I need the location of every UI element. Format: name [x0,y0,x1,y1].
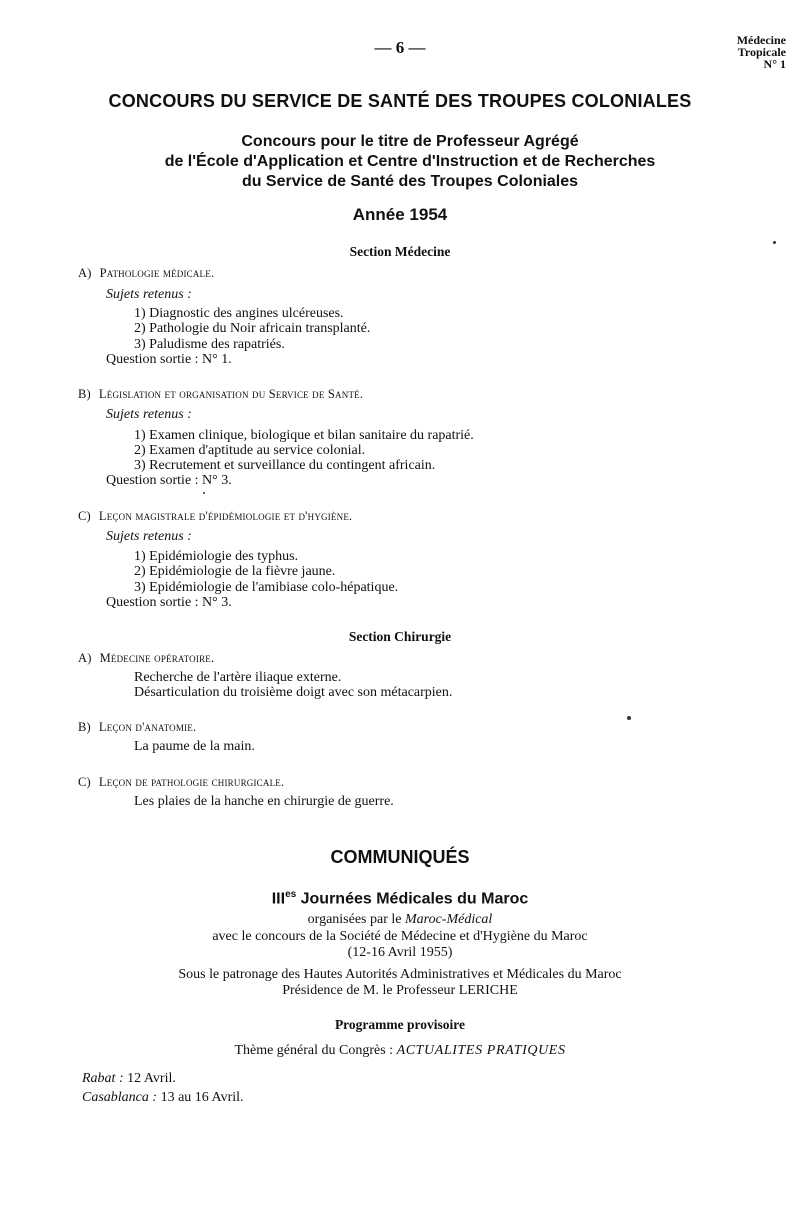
schedule-city: Rabat : [82,1071,124,1086]
chirurgie-b-heading [78,720,196,735]
chirurgie-c-heading [78,775,284,790]
medecine-b-heading [78,387,363,402]
journees-title: Journées Médicales du Maroc [296,890,529,908]
subject-item: 2) Examen d'aptitude au service colonial. [134,443,366,458]
heading-title: Leçon magistrale d'épidémiologie et d'hygiène. [98,509,353,523]
year-heading: Année 1954 [352,205,448,224]
subject-item: 2) Pathologie du Noir africain transplanté. [134,321,371,336]
scan-speck [203,492,205,494]
schedule-date: 12 Avril. [123,1071,176,1086]
heading-title: Médecine opératoire. [99,651,215,665]
presidence-line: Présidence de M. le Professeur LERICHE [282,983,518,998]
journal-name: Maroc-Médical [404,912,493,927]
concours-line: du Service de Santé des Troupes Coloniales [241,173,579,190]
patronage-line: Sous le patronage des Hautes Autorités Administratives et Médicales du Maroc [178,967,622,982]
question-sortie: Question sortie : N° 3. [106,595,232,610]
subject-item: 1) Diagnostic des angines ulcéreuses. [134,306,344,321]
scan-speck [627,716,631,720]
concours-description [60,132,760,192]
concours-line: Concours pour le titre de Professeur Agrégé [241,133,579,150]
heading-letter: B) [78,387,91,401]
schedule-rabat [82,1071,176,1087]
subject-item: Les plaies de la hanche en chirurgie de guerre. [134,794,394,809]
question-sortie: Question sortie : N° 3. [106,473,232,488]
medecine-c-heading [78,509,352,524]
heading-letter: A) [78,266,92,280]
subject-item: 2) Epidémiologie de la fièvre jaune. [134,564,336,579]
scan-speck [773,241,776,244]
heading-title: Leçon de pathologie chirurgicale. [98,775,285,789]
section-chirurgie-title: Section Chirurgie [348,629,452,644]
organisees-line [0,912,800,928]
theme-line [0,1043,800,1059]
event-dates: (12-16 Avril 1955) [347,945,453,960]
subject-item: La paume de la main. [134,739,255,754]
journal-tag-line: N° 1 [763,57,786,71]
subject-item: 3) Epidémiologie de l'amibiase colo-hépatique. [134,580,399,595]
schedule-city: Casablanca : [82,1090,158,1105]
communiques-heading: COMMUNIQUÉS [330,847,470,867]
subject-item: 3) Paludisme des rapatriés. [134,337,285,352]
organisees-prefix: organisées par le [307,912,405,927]
heading-title: Législation et organisation du Service de Santé. [98,387,364,401]
concours-line: de l'École d'Application et Centre d'Instruction et de Recherches [164,153,656,170]
theme-value: ACTUALITES PRATIQUES [396,1043,566,1058]
schedule-date: 13 au 16 Avril. [157,1090,244,1105]
subject-item: Recherche de l'artère iliaque externe. [134,670,342,685]
sujets-label: Sujets retenus : [106,287,192,302]
heading-letter: B) [78,720,91,734]
journees-roman: III [271,890,286,908]
medecine-a-heading [78,266,214,281]
heading-letter: C) [78,775,91,789]
journal-tag-line: Tropicale [737,45,786,59]
schedule-casablanca [82,1090,244,1106]
question-sortie: Question sortie : N° 1. [106,352,232,367]
chirurgie-a-heading [78,651,214,666]
journal-tag-line: Médecine [736,33,786,47]
page-title: CONCOURS DU SERVICE DE SANTÉ DES TROUPES COLONIALES [108,91,692,111]
journees-sup: es [285,889,297,900]
journees-heading [0,889,800,908]
heading-title: Pathologie médicale. [99,266,215,280]
subject-item: 1) Epidémiologie des typhus. [134,549,299,564]
page-number: — 6 — [374,38,426,57]
subject-item: 1) Examen clinique, biologique et bilan sanitaire du rapatrié. [134,428,474,443]
subject-item: Désarticulation du troisième doigt avec son métacarpien. [134,685,453,700]
heading-letter: C) [78,509,91,523]
theme-label: Thème général du Congrès : [234,1043,397,1058]
journal-tag [737,34,786,70]
sujets-label: Sujets retenus : [106,529,192,544]
heading-title: Leçon d'anatomie. [98,720,197,734]
heading-letter: A) [78,651,92,665]
concours-line: avec le concours de la Société de Médecine et d'Hygiène du Maroc [212,929,588,944]
programme-heading: Programme provisoire [334,1017,466,1032]
sujets-label: Sujets retenus : [106,407,192,422]
subject-item: 3) Recrutement et surveillance du contingent africain. [134,458,436,473]
section-medecine-title: Section Médecine [349,244,451,259]
